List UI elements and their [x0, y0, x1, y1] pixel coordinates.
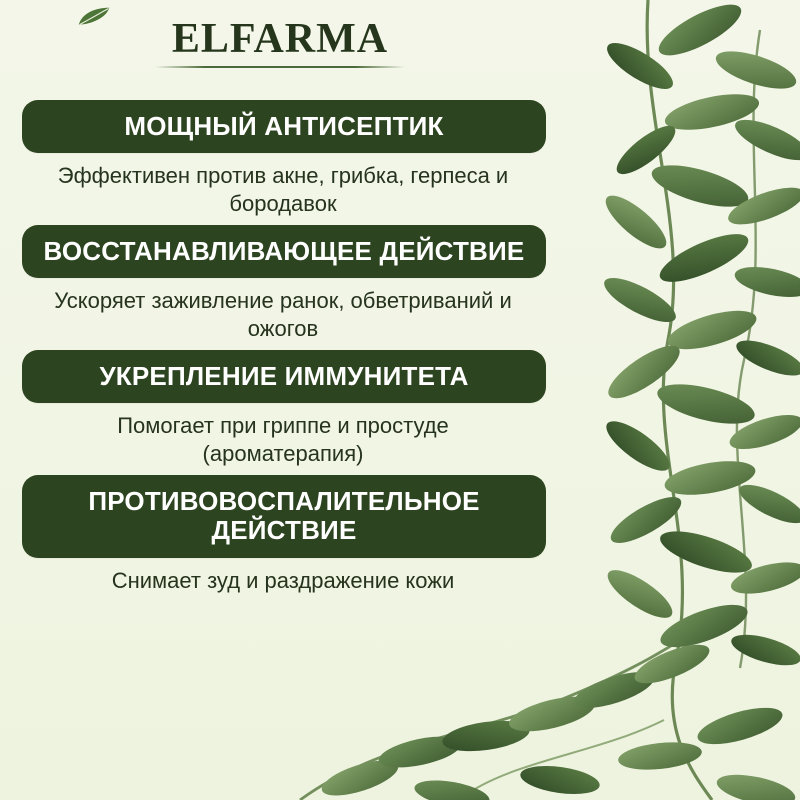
benefit-headline: УКРЕПЛЕНИЕ ИММУНИТЕТА — [22, 350, 546, 403]
benefit-item — [0, 225, 566, 342]
benefit-item — [0, 100, 566, 217]
benefit-description: Ускоряет заживление ранок, обветриваний и ожогов — [54, 288, 512, 341]
brand-logo — [0, 18, 560, 68]
benefit-headline: МОЩНЫЙ АНТИСЕПТИК — [22, 100, 546, 153]
brand-name: ELFARMA — [171, 16, 389, 62]
benefits-list — [0, 100, 566, 602]
benefit-headline: ПРОТИВОВОСПАЛИТЕЛЬНОЕ ДЕЙСТВИЕ — [22, 475, 546, 557]
leaf-icon — [77, 6, 111, 28]
benefit-headline: ВОССТАНАВЛИВАЮЩЕЕ ДЕЙСТВИЕ — [22, 225, 546, 278]
benefit-description: Эффективен против акне, грибка, герпеса и бородавок — [57, 163, 509, 216]
benefit-description: Помогает при гриппе и простуде (ароматерапия) — [117, 413, 449, 466]
benefit-item — [0, 350, 566, 467]
benefit-description: Снимает зуд и раздражение кожи — [111, 567, 455, 593]
brand-divider — [155, 66, 405, 68]
benefit-item — [0, 475, 566, 594]
